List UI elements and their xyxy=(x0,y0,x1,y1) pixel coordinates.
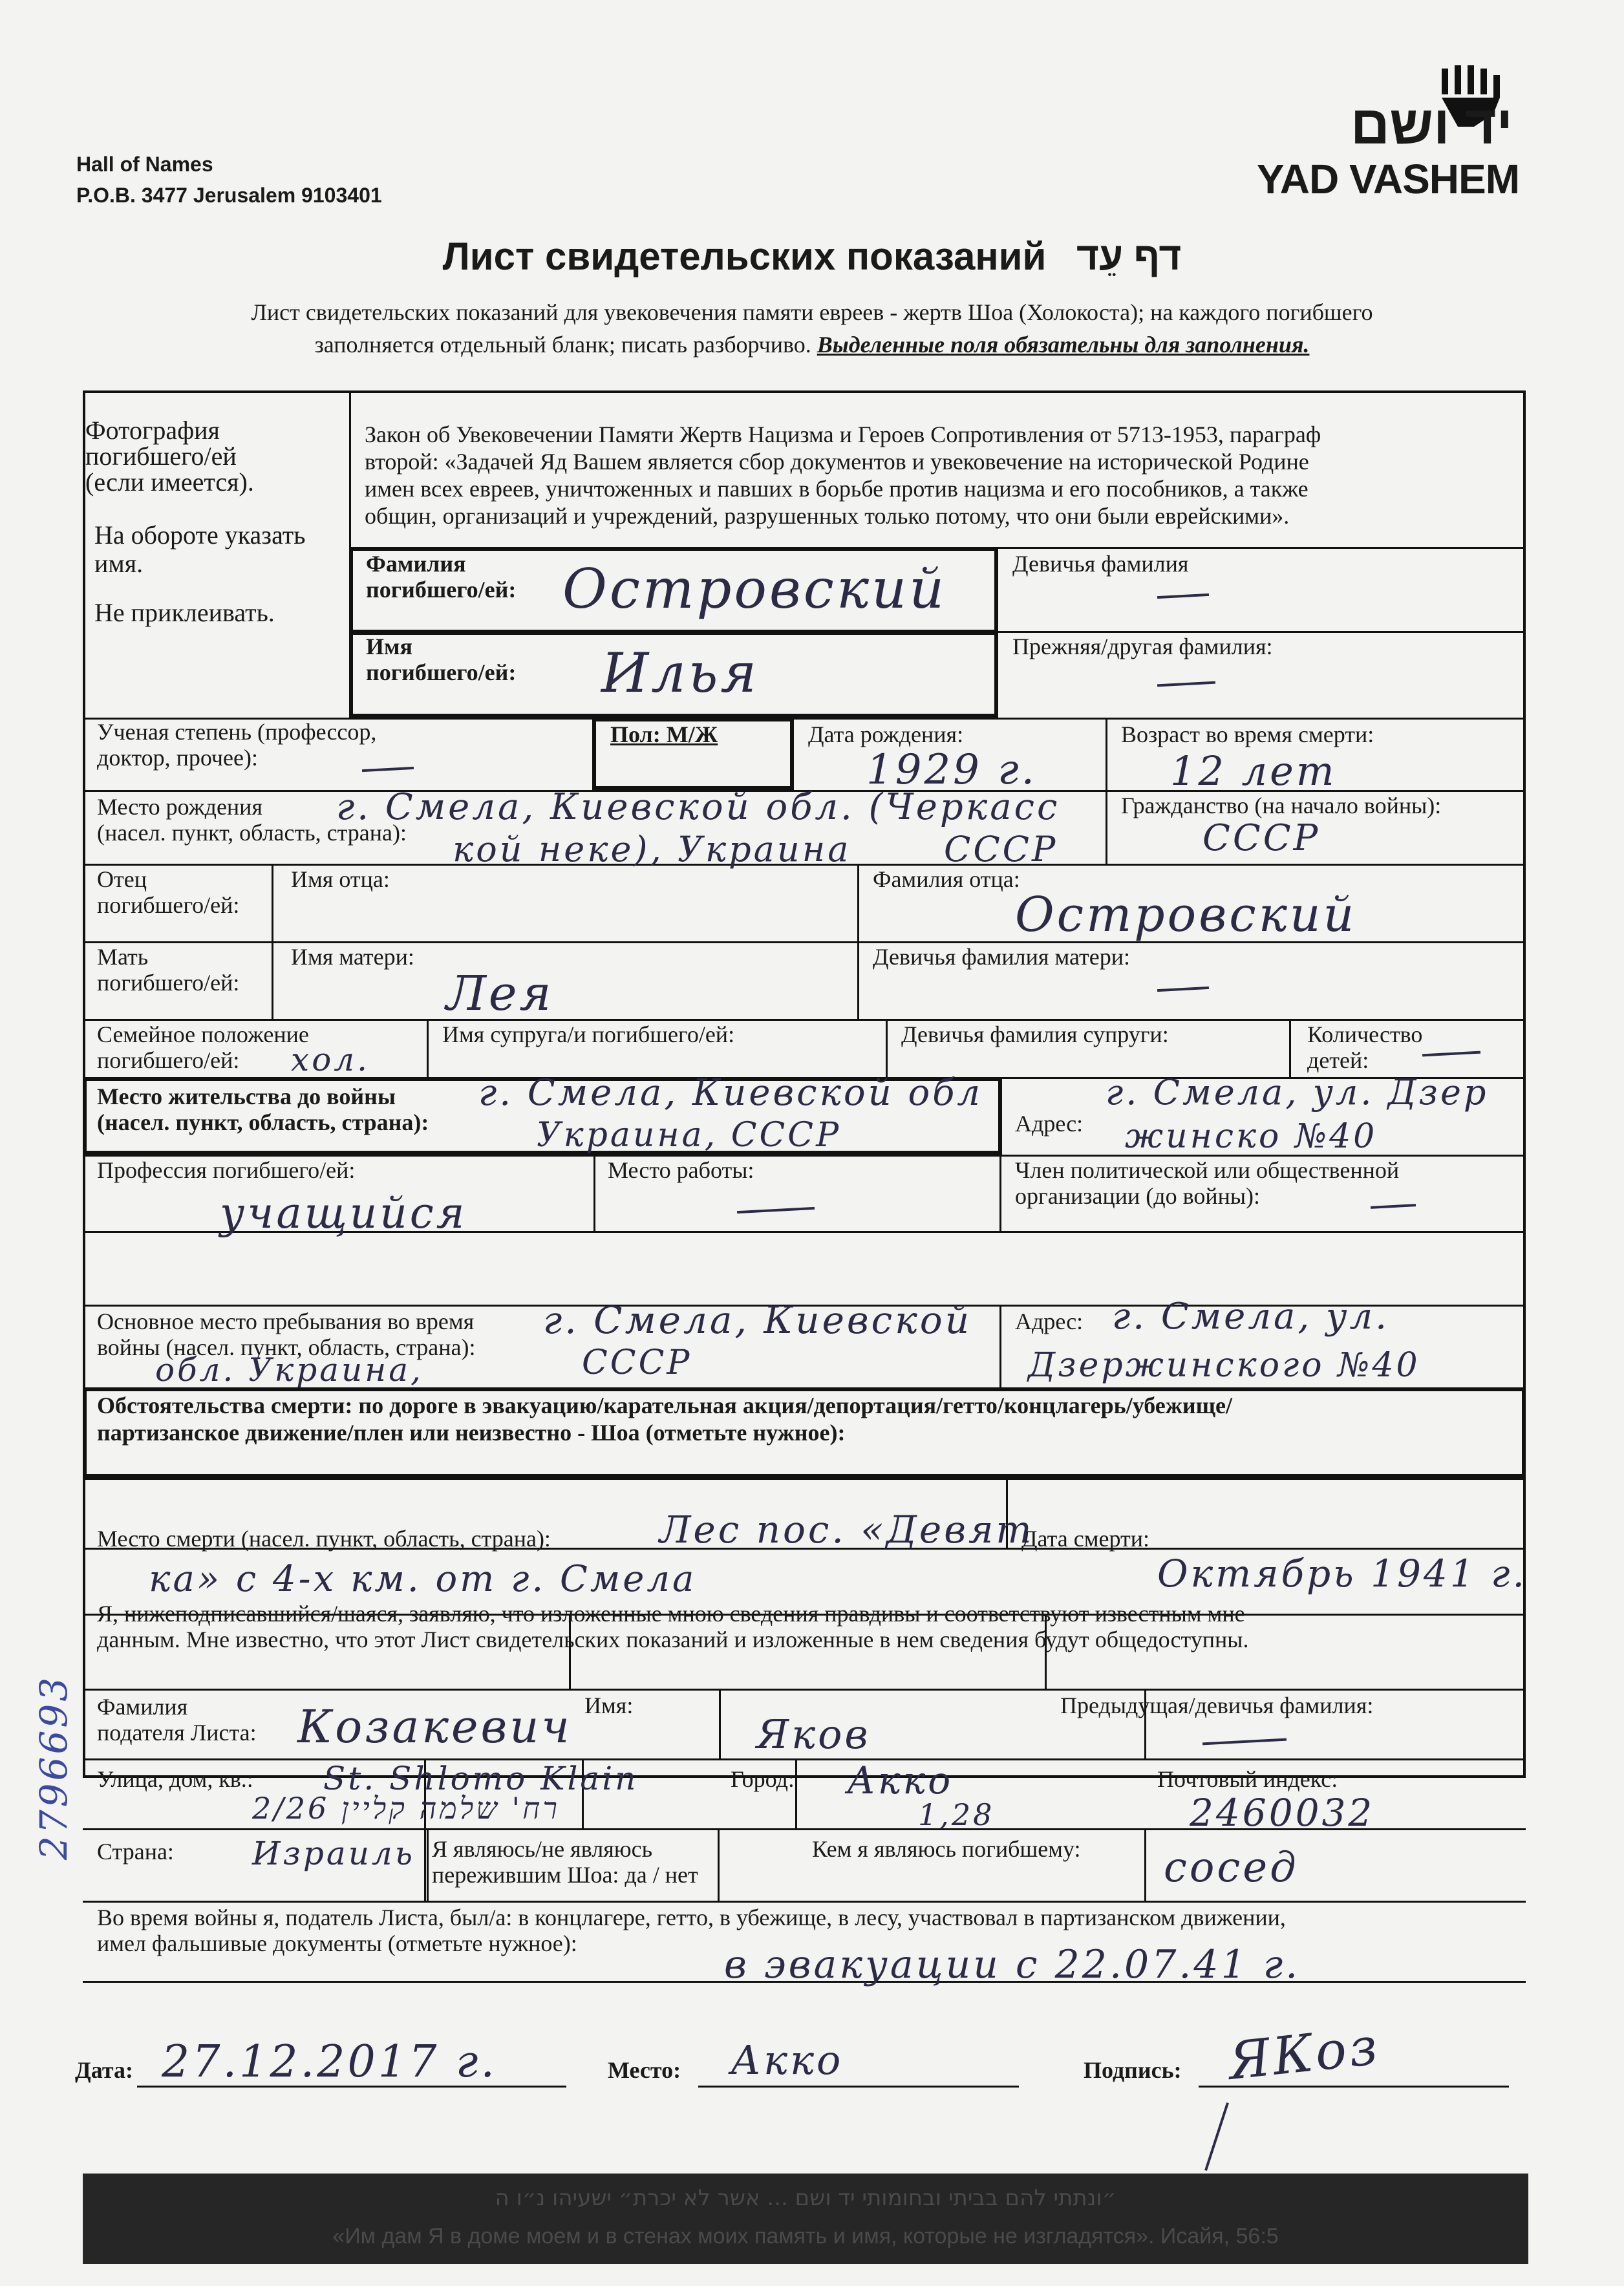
intro-line-1: Лист свидетельских показаний для увековечения памяти евреев - жертв Шоа (Холокоста); на каждого погибшего xyxy=(251,299,1373,325)
dob-value[interactable]: 1929 г. xyxy=(866,746,1037,794)
pob-value-2[interactable]: кой неке), Украина xyxy=(453,829,851,870)
spouse-maiden-label: Девичья фамилия супруги: xyxy=(901,1021,1169,1047)
maiden-label: Девичья фамилия xyxy=(1012,551,1189,577)
age-label: Возраст во время смерти: xyxy=(1121,721,1374,747)
signature-value[interactable]: ЯКоз xyxy=(1225,2016,1383,2091)
declaration-2: данным. Мне известно, что этот Лист свидетельских показаний и изложенные в нем сведения будут общедоступны. xyxy=(97,1627,1249,1652)
photo-label-2: погибшего/ей xyxy=(85,442,237,471)
signature-label: Подпись: xyxy=(1084,2057,1182,2083)
dob-label: Дата рождения: xyxy=(808,721,964,747)
signature-stroke xyxy=(1204,2102,1229,2171)
title-russian: Лист свидетельских показаний xyxy=(442,235,1047,278)
photo-label-1: Фотография xyxy=(85,416,220,445)
relation-label: Кем я являюсь погибшему: xyxy=(812,1836,1081,1862)
city-label: Город: xyxy=(731,1766,795,1792)
place-label: Место: xyxy=(608,2057,681,2083)
law-text-4: общин, организаций и учреждений, разрушенных только потому, что они были еврейскими». xyxy=(365,503,1290,529)
workplace-label: Место работы: xyxy=(608,1157,754,1183)
photo-label-3: (если имеется). xyxy=(85,467,254,497)
citizenship-label: Гражданство (на начало войны): xyxy=(1121,793,1442,818)
country-label: Страна: xyxy=(97,1839,174,1864)
law-text-1: Закон об Увековечении Памяти Жертв Нацизма и Героев Сопротивления от 5713-1953, параграф xyxy=(365,422,1321,447)
sub-prev-label: Предыдущая/девичья фамилия: xyxy=(1060,1693,1374,1718)
pod-value-1[interactable]: Лес пос. «Девят xyxy=(659,1508,1034,1552)
title-hebrew: דף עֵד xyxy=(1076,235,1182,278)
footer-banner xyxy=(83,2174,1528,2264)
circumstances-label-1: Обстоятельства смерти: по дороге в эвакуацию/карательная акция/депортация/гетто/концлагерь/убежище/ xyxy=(97,1393,1232,1418)
city-value-1[interactable]: Акко xyxy=(847,1758,954,1802)
address-value-1[interactable]: г. Смела, ул. Дзер xyxy=(1106,1072,1489,1113)
zip-value[interactable]: 2460032 xyxy=(1190,1791,1375,1835)
prev-name-label: Прежняя/другая фамилия: xyxy=(1012,634,1273,659)
photo-label-5: имя. xyxy=(94,549,144,578)
father-label: Отец погибшего/ей: xyxy=(97,866,240,918)
page-title xyxy=(0,234,1624,279)
city-value-2[interactable]: 1,28 xyxy=(918,1797,995,1832)
zip-label: Почтовый индекс: xyxy=(1157,1766,1338,1792)
pod-label: Место смерти (насел. пункт, область, страна): xyxy=(97,1526,551,1552)
age-value[interactable]: 12 лет xyxy=(1170,747,1337,795)
wartime-address-value-1[interactable]: г. Смела, ул. xyxy=(1112,1296,1389,1338)
survivor-label: Я являюсь/не являюсь пережившим Шоа: да / нет xyxy=(432,1836,698,1888)
wartime-label: Основное место пребывания во время войны (насел. пункт, область, страна): xyxy=(97,1309,476,1360)
place-value[interactable]: Акко xyxy=(731,2036,844,2084)
circumstances-label-2: партизанское движение/плен или неизвестно - Шоа (отметьте нужное): xyxy=(97,1420,846,1446)
photo-label-4: На обороте указать xyxy=(94,520,306,550)
law-text-3: имен всех евреев, уничтоженных и павших в борьбе против нацизма и его пособников, а также xyxy=(365,476,1309,502)
degree-label: Ученая степень (профессор, доктор, прочее): xyxy=(97,719,377,771)
father-name-label: Имя отца: xyxy=(291,866,390,892)
surname-value[interactable]: Островский xyxy=(562,557,947,621)
mother-label: Мать погибшего/ей: xyxy=(97,944,240,996)
sub-name-label: Имя: xyxy=(584,1693,634,1718)
footer-hebrew: ״ונתתי להם בביתי ובחומותי יד ושם ... אשר לא יכרת״ ישעיהו נ״ו ה xyxy=(495,2185,1116,2211)
name-label: Имя погибшего/ей: xyxy=(366,634,517,685)
mother-maiden-label: Девичья фамилия матери: xyxy=(873,944,1131,970)
archive-number: 2796693 xyxy=(32,1674,76,1861)
logo-latin: YAD VASHEM xyxy=(1256,156,1519,202)
intro-emphasis: Выделенные поля обязательны для заполнения. xyxy=(817,332,1310,358)
sub-surname-value[interactable]: Козакевич xyxy=(297,1700,572,1753)
street-value-1[interactable]: St. Shlomo Klain xyxy=(323,1760,639,1797)
marital-value[interactable]: хол. xyxy=(291,1041,370,1078)
logo-hebrew: יד ושם xyxy=(1350,94,1513,155)
surname-label: Фамилия погибшего/ей: xyxy=(366,551,517,603)
profession-value[interactable]: учащийся xyxy=(220,1188,467,1238)
war-sub-label-2: имел фальшивые документы (отметьте нужное): xyxy=(97,1930,577,1956)
pob-value-ussr[interactable]: СССР xyxy=(944,829,1058,870)
sub-surname-label: Фамилия подателя Листа: xyxy=(97,1694,257,1746)
relation-value[interactable]: сосед xyxy=(1164,1844,1299,1892)
street-label: Улица, дом, кв.: xyxy=(97,1766,253,1792)
yad-vashem-logo xyxy=(1241,62,1526,204)
dod-value[interactable]: Октябрь 1941 г. xyxy=(1157,1552,1527,1596)
wartime-address-value-2[interactable]: Дзержинского №40 xyxy=(1028,1346,1420,1385)
spouse-name-label: Имя супруга/и погибшего/ей: xyxy=(442,1021,735,1047)
date-label: Дата: xyxy=(75,2057,133,2083)
member-label: Член политической или общественной организации (до войны): xyxy=(1015,1157,1400,1209)
sub-name-value[interactable]: Яков xyxy=(756,1711,871,1758)
intro-line-2: заполняется отдельный бланк; писать разборчиво. Выделенные поля обязательны для заполнения. xyxy=(314,332,1310,358)
street-value-2[interactable]: 2/26 רח' שלמה קליין xyxy=(252,1791,560,1826)
date-value[interactable]: 27.12.2017 г. xyxy=(162,2036,497,2088)
dod-label: Дата смерти: xyxy=(1021,1526,1150,1552)
address-label: Адрес: xyxy=(1015,1111,1084,1137)
mother-name-label: Имя матери: xyxy=(291,944,414,970)
footer-russian: «Им дам Я в доме моем и в стенах моих память и имя, которые не изгладятся». Исайя, 56:5 xyxy=(332,2224,1279,2249)
residence-value-2[interactable]: Украина, СССР xyxy=(537,1116,842,1155)
children-label: Количество детей: xyxy=(1307,1021,1423,1073)
residence-value-1[interactable]: г. Смела, Киевской обл xyxy=(478,1072,983,1114)
country-value[interactable]: Израиль xyxy=(252,1835,415,1872)
photo-label-6: Не приклеивать. xyxy=(94,598,275,627)
name-value[interactable]: Илья xyxy=(601,641,760,705)
pob-label: Место рождения (насел. пункт, область, страна): xyxy=(97,794,407,846)
address-value-2[interactable]: жинско №40 xyxy=(1125,1117,1378,1156)
war-sub-label-1: Во время войны я, податель Листа, был/а: в концлагере, гетто, в убежище, в лесу, участвовал в партизанском движении, xyxy=(97,1905,1286,1930)
wartime-value-2[interactable]: обл. Украина, xyxy=(155,1351,423,1389)
mother-name-value[interactable]: Лея xyxy=(446,966,554,1021)
pod-value-2[interactable]: ка» с 4-х км. от г. Смела xyxy=(149,1558,697,1600)
declaration-1: Я, нижеподписавшийся/шаяся, заявляю, что изложенные мною сведения правдивы и соответствуют известным мне xyxy=(97,1601,1245,1627)
org-address: P.O.B. 3477 Jerusalem 9103401 xyxy=(76,184,382,207)
wartime-address-label: Адрес: xyxy=(1015,1309,1084,1334)
father-surname-label: Фамилия отца: xyxy=(873,866,1020,892)
wartime-value-1[interactable]: г. Смела, Киевской xyxy=(543,1298,972,1342)
pob-value-1[interactable]: г. Смела, Киевской обл. (Черкасс xyxy=(336,786,1060,828)
marital-label: Семейное положение погибшего/ей: xyxy=(97,1021,309,1073)
war-sub-value[interactable]: в эвакуации с 22.07.41 г. xyxy=(724,1942,1301,1987)
org-name: Hall of Names xyxy=(76,153,213,176)
father-surname-value[interactable]: Островский xyxy=(1015,887,1357,943)
law-text-2: второй: «Задачей Яд Вашем является сбор документов и увековечение на исторической Родине xyxy=(365,449,1309,475)
citizenship-value[interactable]: СССР xyxy=(1202,817,1321,859)
profession-label: Профессия погибшего/ей: xyxy=(97,1157,356,1183)
wartime-value-ussr[interactable]: СССР xyxy=(582,1343,692,1382)
sex-label: Пол: М/Ж xyxy=(610,721,718,747)
residence-label: Место жительства до войны (насел. пункт, область, страна): xyxy=(97,1084,429,1135)
